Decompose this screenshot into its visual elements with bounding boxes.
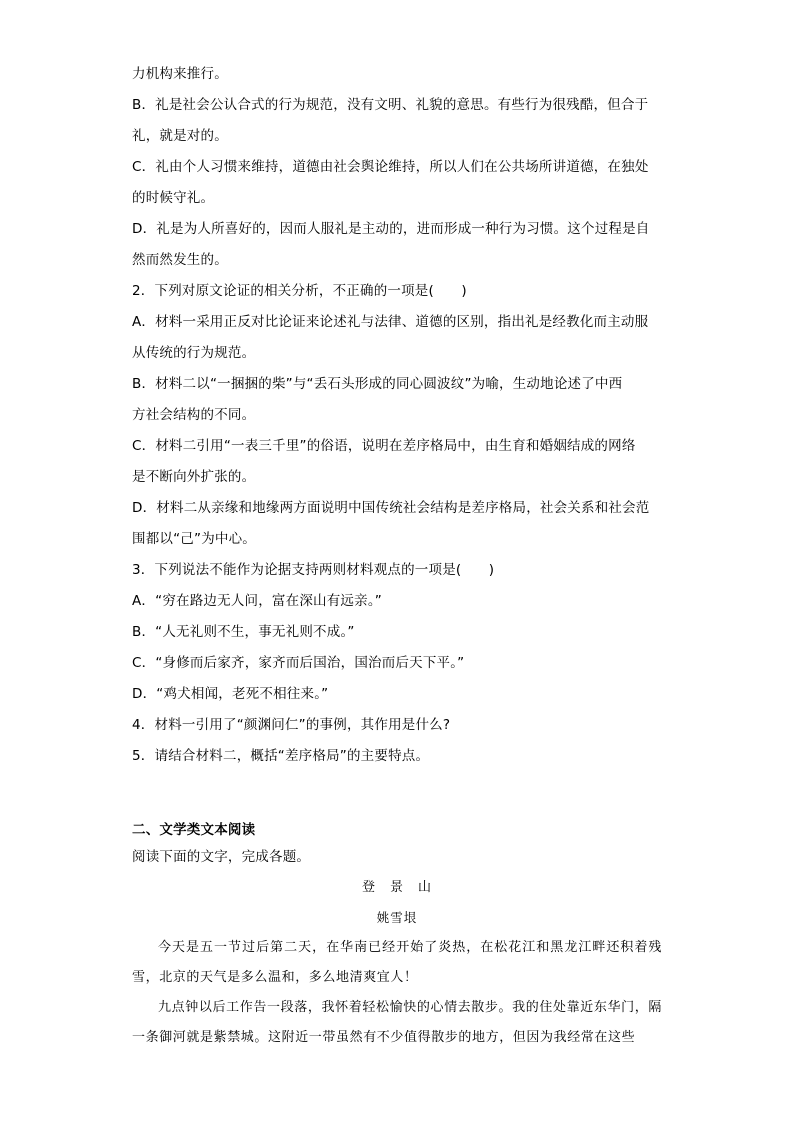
question-line: 从传统的行为规范。 — [132, 345, 256, 361]
question-line: C．材料二引用“一表三千里”的俗语，说明在差序格局中，由生育和婚姻结成的网络 — [132, 438, 636, 454]
question-line: 然而然发生的。 — [132, 252, 228, 268]
question-line: 5．请结合材料二，概括“差序格局”的主要特点。 — [132, 748, 430, 764]
question-line: 3．下列说法不能作为论据支持两则材料观点的一项是( ) — [132, 562, 495, 578]
passage-title: 登 景 山 — [361, 880, 432, 895]
passage-body — [132, 933, 662, 1053]
question-line: D．“鸡犬相闻，老死不相往来。” — [132, 686, 329, 702]
question-line: C．“身修而后家齐，家齐而后国治，国治而后天下平。” — [132, 655, 465, 671]
passage-paragraph-2: 九点钟以后工作告一段落，我怀着轻松愉快的心情去散步。我的住处靠近东华门，隔一条御河就是紫禁城。这附近一带虽然有不少值得散步的地方，但因为我经常在这些 — [132, 1000, 662, 1045]
question-line: D．礼是为人所喜好的，因而人服礼是主动的，进而形成一种行为习惯。这个过程是自 — [132, 221, 650, 237]
question-line: 礼，就是对的。 — [132, 128, 228, 144]
question-line: 方社会结构的不同。 — [132, 407, 256, 423]
question-line: D．材料二从亲缘和地缘两方面说明中国传统社会结构是差序格局，社会关系和社会范 — [132, 500, 650, 516]
question-line: B．材料二以“一捆捆的柴”与“丢石头形成的同心圆波纹”为喻，生动地论述了中西 — [132, 376, 623, 392]
question-line: 2．下列对原文论证的相关分析，不正确的一项是( ) — [132, 283, 467, 299]
section-heading: 二、文学类文本阅读 — [132, 822, 256, 838]
question-line: B．礼是社会公认合式的行为规范，没有文明、礼貌的意思。有些行为很残酷，但合于 — [132, 97, 649, 113]
question-line: A．材料一采用正反对比论证来论述礼与法律、道德的区别，指出礼是经教化而主动服 — [132, 314, 649, 330]
question-line: 围都以“己”为中心。 — [132, 531, 256, 547]
question-line: 4．材料一引用了“颜渊问仁”的事例，其作用是什么? — [132, 717, 451, 733]
section-instruction: 阅读下面的文字，完成各题。 — [132, 849, 311, 865]
question-line: 的时候守礼。 — [132, 190, 215, 206]
passage-paragraph-1: 今天是五一节过后第二天，在华南已经开始了炎热，在松花江和黑龙江畔还积着残雪，北京的天气是多么温和，多么地清爽宜人！ — [132, 940, 662, 985]
passage-author: 姚雪垠 — [376, 910, 418, 925]
question-line: 是不断向外扩张的。 — [132, 469, 256, 485]
question-line: 力机构来推行。 — [132, 66, 228, 82]
question-line: A．“穷在路边无人问，富在深山有远亲。” — [132, 593, 382, 609]
question-line: C．礼由个人习惯来维持，道德由社会舆论维持，所以人们在公共场所讲道德，在独处 — [132, 159, 649, 175]
question-line: B．“人无礼则不生，事无礼则不成。” — [132, 624, 355, 640]
